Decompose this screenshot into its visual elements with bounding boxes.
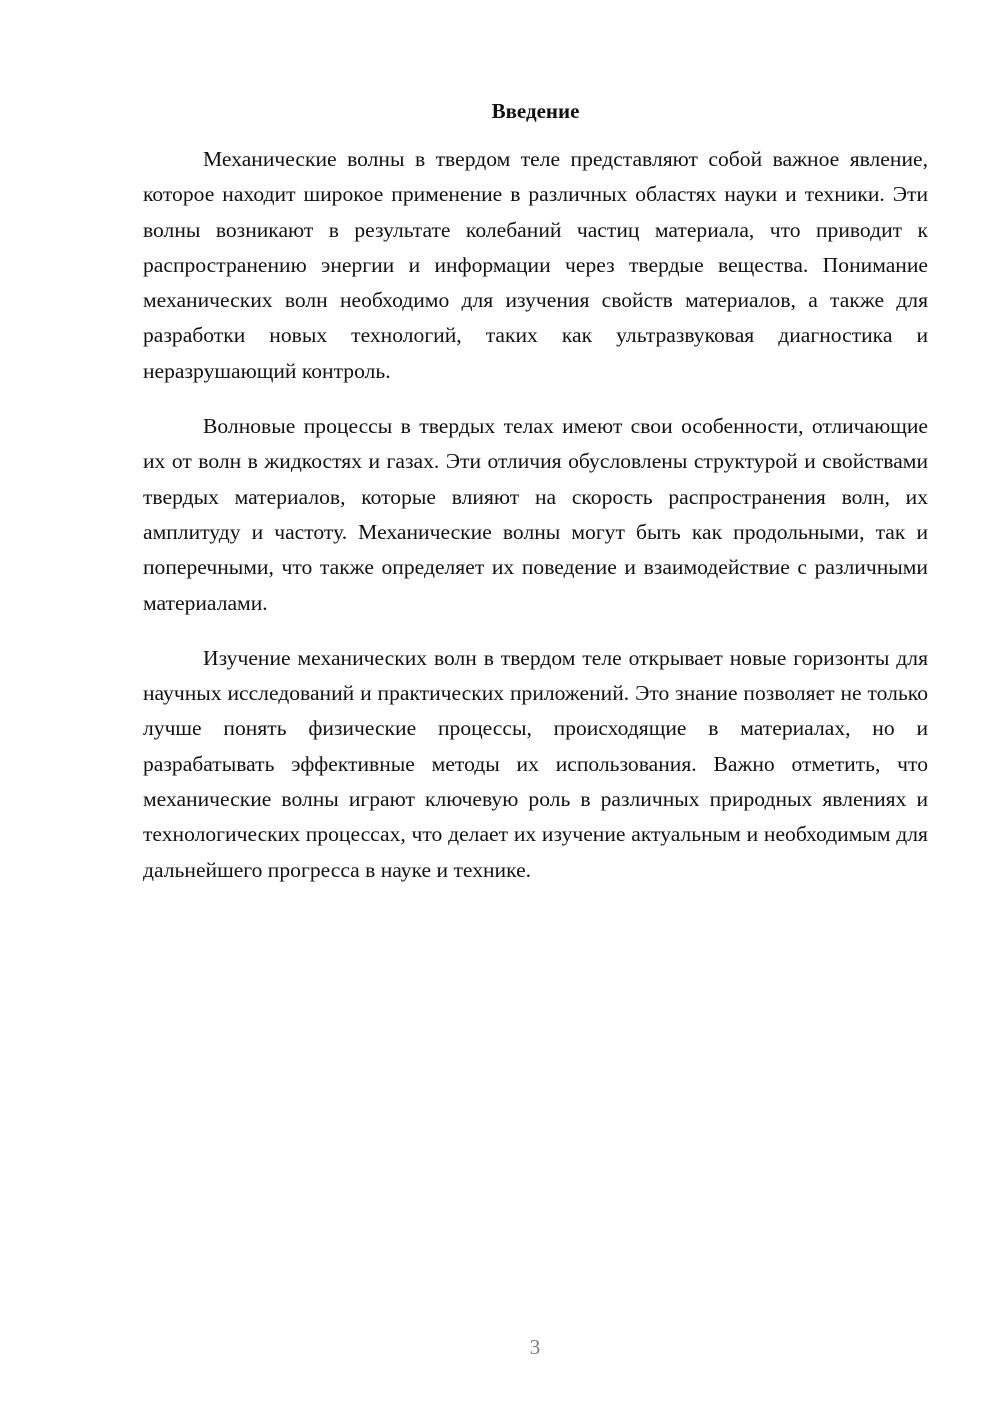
body-text	[143, 142, 928, 908]
paragraph-2: Волновые процессы в твердых телах имеют свои особенности, отличающие их от волн в жидкостях и газах. Эти отличия обусловлены структурой и свойствами твердых материалов, которые влияют на скорость распространения волн, их амплитуду и частоту. Механические волны могут быть как продольными, так и поперечными, что также определяет их поведение и взаимодействие с различными материалами.	[143, 414, 928, 615]
page-number: 3	[529, 1335, 541, 1359]
paragraph-1: Механические волны в твердом теле представляют собой важное явление, которое находит широкое применение в различных областях науки и техники. Эти волны возникают в результате колебаний частиц материала, что приводит к распространению энергии и информации через твердые вещества. Понимание механических волн необходимо для изучения свойств материалов, а также для разработки новых технологий, таких как ультразвуковая диагностика и неразрушающий контроль.	[143, 147, 928, 383]
paragraph-3: Изучение механических волн в твердом теле открывает новые горизонты для научных исследований и практических приложений. Это знание позволяет не только лучше понять физические процессы, происходящие в материалах, но и разрабатывать эффективные методы их использования. Важно отметить, что механические волны играют ключевую роль в различных природных явлениях и технологических процессах, что делает их изучение актуальным и необходимым для дальнейшего прогресса в науке и технике.	[143, 645, 928, 882]
section-heading: Введение	[491, 99, 580, 123]
